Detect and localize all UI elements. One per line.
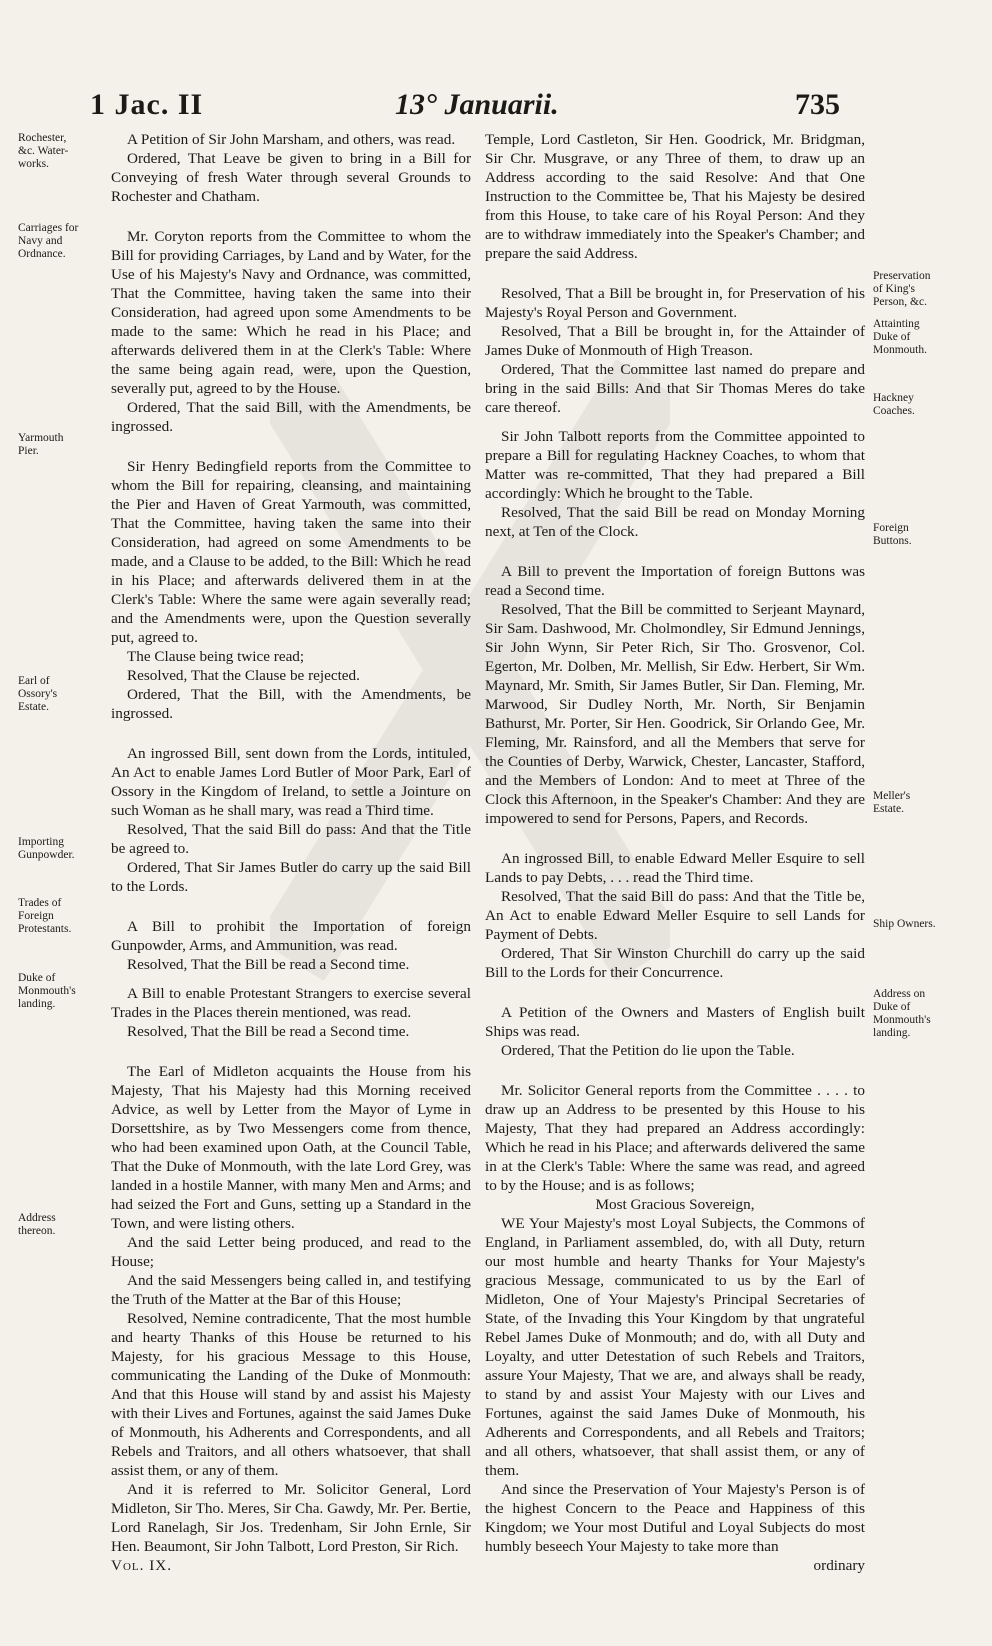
volume-number: Vol. IX.: [111, 1557, 173, 1574]
paragraph: ordinary: [813, 1557, 865, 1574]
running-head-date: 13° Januarii.: [395, 88, 559, 121]
paragraph: And the said Messengers being called in, and testifying the Truth of the Matter at the Bar of this House;: [111, 1272, 471, 1308]
margin-note-ossory: [18, 675, 92, 714]
margin-note-carriages: [18, 222, 92, 261]
page-header: [0, 88, 992, 128]
paragraph: Ordered, That Sir James Butler do carry up the said Bill to the Lords.: [111, 859, 471, 895]
margin-note-yarmouth: [18, 432, 92, 458]
paragraph: Sir John Talbott reports from the Committee appointed to prepare a Bill for regulating Hackney Coaches, to whom that Matter was re-committed, That they had prepared a Bill accordingly: Which he brought to the Table.: [485, 428, 865, 502]
paragraph: Mr. Coryton reports from the Committee to whom the Bill for providing Carriages, by Land and by Water, for the Use of his Majesty's Navy and Ordnance, was committed, That the Committee, having taken the same into their Consideration, had agreed upon some Amendments to be made to the same: Which he read in his Place; and afterwards delivered them in at the Clerk's Table: Where the same being again read, were, upon the Question, severally put, agreed to by the House.: [111, 228, 471, 397]
margin-note-line: Trades of: [18, 897, 62, 909]
margin-note-line: Attainting: [873, 318, 920, 330]
paragraph: Sir Henry Bedingfield reports from the Committee to whom the Bill for repairing, cleansing, and maintaining the Pier and Haven of Great Yarmouth, was committed, That the Committee, having taken the same into their Consideration, had agreed on some Amendments to be made, and a Clause to be added, to the Bill: Which he read in his Place; and afterwards delivered them in at the Clerk's Table: Where the same were again severally read; and the Amendments were, upon the Question severally put, agreed to.: [111, 458, 471, 646]
running-head-left: 1 Jac. II: [90, 88, 204, 121]
paragraph: Temple, Lord Castleton, Sir Hen. Goodrick, Mr. Bridgman, Sir Chr. Musgrave, or any Three of them, to draw up an Address according to the said Resolve: And that One Instruction to the Committee be, That his Majesty be desired from this House, to take care of his Royal Person: And they are to withdraw immediately into the Speaker's Chamber; and prepare the said Address.: [485, 131, 865, 262]
margin-note-line: thereon.: [18, 1225, 56, 1237]
paragraph: Resolved, That the Bill be read a Second time.: [127, 956, 410, 973]
paragraph: Resolved, That the Bill be read a Second time.: [127, 1023, 410, 1040]
margin-note-line: Address: [18, 1212, 56, 1224]
margin-note-preservation: [873, 270, 985, 309]
paragraph: A Petition of the Owners and Masters of English built Ships was read.: [485, 1004, 865, 1040]
margin-note-line: Foreign: [873, 522, 909, 534]
margin-note-line: Importing: [18, 836, 64, 848]
margin-note-attainting: [873, 318, 985, 357]
page-number: 735: [795, 88, 840, 121]
margin-note-rochester: [18, 132, 92, 171]
margin-note-line: Ship Owners.: [873, 918, 936, 930]
paragraph: And since the Preservation of Your Majesty's Person is of the highest Concern to the Peace and Happiness of this Kingdom; we Your most Dutiful and Loyal Subjects do most humbly beseech Your Majesty to take more than: [485, 1481, 865, 1555]
paragraph: The Clause being twice read;: [127, 648, 305, 665]
margin-note-line: Duke of: [873, 331, 911, 343]
paragraph: A Bill to prevent the Importation of foreign Buttons was read a Second time.: [485, 563, 865, 599]
margin-note-line: Duke of: [873, 1001, 911, 1013]
paragraph: The Earl of Midleton acquaints the House from his Majesty, That his Majesty had this Morning received Advice, as well by Letter from the Mayor of Lyme in Dorsettshire, as by Two Messengers come from thence, who had been examined upon Oath, at the Council Table, That the Duke of Monmouth, with the late Lord Grey, was landed in a hostile Manner, with many Men and Arms; and had seized the Fort and Guns, setting up a Standard in the Town, and were listing others.: [111, 1063, 471, 1232]
paragraph: Ordered, That the Bill, with the Amendments, be ingrossed.: [111, 686, 471, 722]
paragraph: Ordered, That the said Bill, with the Amendments, be ingrossed.: [111, 399, 471, 435]
margin-note-buttons: [873, 522, 985, 548]
margin-note-meller: [873, 790, 985, 816]
margin-note-shipowners: [873, 918, 985, 931]
paragraph: Resolved, That the said Bill be read on Monday Morning next, at Ten of the Clock.: [485, 504, 865, 540]
paragraph: WE Your Majesty's most Loyal Subjects, the Commons of England, in Parliament assembled, do, with all Duty, return our most humble and hearty Thanks for Your Majesty's gracious Message, communicated to us by the Earl of Midleton, One of Your Majesty's Principal Secretaries of State, of the Invading this Your Kingdom by that ungrateful Rebel James Duke of Monmouth; and do, with all Duty and Loyalty, and utter Detestation of such Rebels and Traitors, assure Your Majesty, That we are, and always shall be ready, to stand by and assist Your Majesty with our Lives and Fortunes, against the said James Duke of Monmouth, his Adherents and Correspondents, and all Rebels and Traitors; and all others, whatsoever, that shall assist them, or any of them.: [485, 1215, 865, 1479]
paragraph: Resolved, Nemine contradicente, That the most humble and hearty Thanks of this House be returned to his Majesty, for his gracious Message to this House, communicating the Landing of the Duke of Monmouth: And that this House will stand by and assist his Majesty with their Lives and Fortunes, against the said James Duke of Monmouth, his Adherents and Correspondents, and all Rebels and Traitors, and all others whatsoever, that shall assist them, or any of them.: [111, 1310, 471, 1479]
margin-note-trades: [18, 897, 92, 936]
paragraph: And the said Letter being produced, and read to the House;: [111, 1234, 471, 1270]
margin-note-monmouth: [18, 972, 92, 1011]
paragraph: Ordered, That the Committee last named do prepare and bring in the said Bills: And that Sir Thomas Meres do take care thereof.: [485, 361, 865, 416]
paragraph: Most Gracious Sovereign,: [595, 1196, 755, 1213]
margin-note-line: Yarmouth: [18, 432, 64, 444]
margin-note-line: Monmouth's: [18, 985, 76, 997]
paragraph: Resolved, That the said Bill do pass: And that the Title be, An Act to enable Edward Meller Esquire to sell Lands for Payment of Debts.: [485, 888, 865, 943]
margin-note-line: Pier.: [18, 445, 39, 457]
margin-note-line: Foreign: [18, 910, 54, 922]
margin-note-line: Carriages for: [18, 222, 79, 234]
margin-note-line: of King's: [873, 283, 916, 295]
margin-note-gunpowder: [18, 836, 92, 862]
margin-note-line: Meller's: [873, 790, 911, 802]
margin-note-line: Person, &c.: [873, 296, 927, 308]
margin-note-line: Monmouth.: [873, 344, 927, 356]
paragraph: Ordered, That Leave be given to bring in a Bill for Conveying of fresh Water through several Grounds to Rochester and Chatham.: [111, 150, 471, 205]
margin-note-line: Buttons.: [873, 535, 912, 547]
paragraph: An ingrossed Bill, to enable Edward Meller Esquire to sell Lands to pay Debts, . . . read the Third time.: [485, 850, 865, 886]
margin-note-line: Estate.: [873, 803, 904, 815]
margin-note-line: Estate.: [18, 701, 49, 713]
margin-note-line: Protestants.: [18, 923, 72, 935]
margin-note-line: Address on: [873, 988, 926, 1000]
margin-note-addressmon: [873, 988, 985, 1040]
paragraph: An ingrossed Bill, sent down from the Lords, intituled, An Act to enable James Lord Butler of Moor Park, Earl of Ossory in the Kingdom of Ireland, to settle a Jointure on such Woman as he shall mary, was read a Third time.: [111, 745, 471, 819]
margin-note-line: works.: [18, 158, 49, 170]
paragraph: Resolved, That the Clause be rejected.: [127, 667, 360, 684]
margin-note-line: Gunpowder.: [18, 849, 75, 861]
margin-note-line: Earl of: [18, 675, 50, 687]
paragraph: And it is referred to Mr. Solicitor General, Lord Midleton, Sir Tho. Meres, Sir Cha. Gawdy, Mr. Per. Bertie, Lord Ranelagh, Sir Jos. Tredenham, Sir John Ernle, Sir Hen. Beaumont, Sir John Talbott, Lord Preston, Sir Rich.: [111, 1481, 471, 1555]
margin-note-line: &c. Water-: [18, 145, 69, 157]
paragraph: Ordered, That the Petition do lie upon the Table.: [501, 1042, 795, 1059]
margin-note-line: Hackney: [873, 392, 914, 404]
margin-note-line: Monmouth's: [873, 1014, 931, 1026]
margin-note-line: Rochester,: [18, 132, 67, 144]
paragraph: A Bill to prohibit the Importation of foreign Gunpowder, Arms, and Ammunition, was read.: [111, 918, 471, 954]
paragraph: A Bill to enable Protestant Strangers to exercise several Trades in the Places therein mentioned, was read.: [111, 985, 471, 1021]
paragraph: A Petition of Sir John Marsham, and others, was read.: [127, 131, 456, 148]
margin-note-hackney: [873, 392, 985, 418]
margin-note-line: Preservation: [873, 270, 931, 282]
margin-note-line: Ossory's: [18, 688, 58, 700]
margin-note-line: landing.: [873, 1027, 911, 1039]
paragraph: Mr. Solicitor General reports from the Committee . . . . to draw up an Address to be presented by this House to his Majesty, That they had prepared an Address accordingly: Which he read in his Place; and afterwards delivered the same in at the Clerk's Table: Where the same was read, and agreed to by the House; and is as follows;: [485, 1082, 865, 1194]
paragraph: Resolved, That the said Bill do pass: And that the Title be agreed to.: [111, 821, 471, 857]
margin-note-line: Ordnance.: [18, 248, 66, 260]
margin-note-address: [18, 1212, 92, 1238]
paragraph: Resolved, That a Bill be brought in, for the Attainder of James Duke of Monmouth of High Treason.: [485, 323, 865, 359]
paragraph: Resolved, That a Bill be brought in, for Preservation of his Majesty's Royal Person and Government.: [485, 285, 865, 321]
right-column: [485, 130, 865, 1575]
margin-note-line: Duke of: [18, 972, 56, 984]
paragraph: Ordered, That Sir Winston Churchill do carry up the said Bill to the Lords for their Concurrence.: [485, 945, 865, 981]
left-column: [111, 130, 471, 1575]
margin-note-line: landing.: [18, 998, 56, 1010]
paragraph: Resolved, That the Bill be committed to Serjeant Maynard, Sir Sam. Dashwood, Mr. Cholmondley, Sir Edmund Jennings, Sir John Wynn, Sir Peter Rich, Sir Tho. Grosvenor, Col. Egerton, Mr. Dolben, Mr. Mellish, Sir Edw. Herbert, Sir Wm. Maynard, Mr. Smith, Sir James Butler, Sir Dan. Fleming, Mr. Marwood, Sir Dudley North, Mr. North, Sir Benjamin Bathurst, Mr. Porter, Sir Hen. Goodrick, Sir Orlando Gee, Mr. Fleming, Mr. Rainsford, and all the Members that serve for the Counties of Derby, Warwick, Chester, Lancaster, Stafford, and the Members of London: And to meet at Three of the Clock this Afternoon, in the Speaker's Chamber: And they are impowered to send for Persons, Papers, and Records.: [485, 601, 865, 827]
margin-note-line: Navy and: [18, 235, 63, 247]
margin-note-line: Coaches.: [873, 405, 915, 417]
